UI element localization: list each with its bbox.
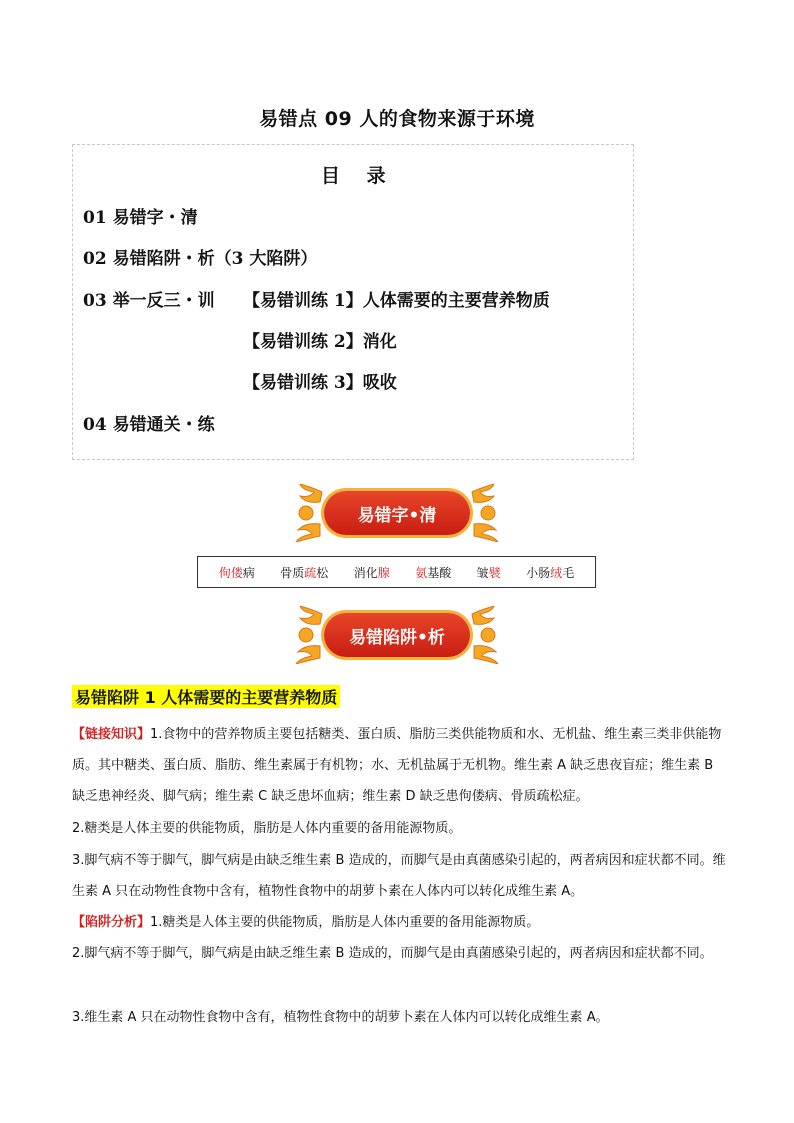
link-knowledge-point-3: 3.脚气病不等于脚气，脚气病是由缺乏维生素 B 造成的，而脚气是由真菌感染引起的，两者病因和症状都不同。维生素 A 只在动物性食物中含有，植物性食物中的胡萝卜素在人体内可以转化成维生素 A。 <box>72 853 726 899</box>
toc-item-4: 04 易错通关・练 <box>83 415 215 435</box>
toc-heading: 目 录 <box>321 165 396 187</box>
toc-training-3: 【易错训练 3】吸收 <box>243 373 397 393</box>
trap-analysis-point-3: 3.维生素 A 只在动物性食物中含有，植物性食物中的胡萝卜素在人体内可以转化成维生素 A。 <box>72 1010 609 1025</box>
link-tag: 【链接知识】 <box>72 727 151 742</box>
word-item: 消化腺 <box>353 565 390 580</box>
page-title: 易错点 09 人的食物来源于环境 <box>259 108 535 130</box>
trap-tag: 【陷阱分析】 <box>72 915 151 930</box>
toc-training-1: 【易错训练 1】人体需要的主要营养物质 <box>243 291 550 311</box>
trap-analysis-paragraph: 【陷阱分析】1.糖类是人体主要的供能物质，脂肪是人体内重要的备用能源物质。 <box>72 915 540 930</box>
toc-training-2: 【易错训练 2】消化 <box>243 332 397 352</box>
banner-label: 易错字•清 <box>324 491 470 535</box>
banner-label: 易错陷阱•析 <box>324 613 470 657</box>
word-item: 皱襞 <box>476 565 501 580</box>
toc-item-3: 03 举一反三・训 <box>83 291 215 311</box>
word-item: 骨质疏松 <box>280 565 329 580</box>
banner-wrong-words <box>290 484 504 542</box>
table-of-contents <box>72 144 634 460</box>
toc-item-1: 01 易错字・清 <box>83 208 198 228</box>
toc-item-2: 02 易错陷阱・析（3 大陷阱） <box>83 249 318 269</box>
word-item: 小肠绒毛 <box>526 565 575 580</box>
word-item: 佝偻病 <box>218 565 255 580</box>
banner-traps <box>290 606 504 664</box>
section-title: 易错陷阱 1 人体需要的主要营养物质 <box>72 685 340 708</box>
word-item: 氨基酸 <box>415 565 452 580</box>
trap-analysis-point-2: 2.脚气病不等于脚气，脚气病是由缺乏维生素 B 造成的，而脚气是由真菌感染引起的，两者病因和症状都不同。 <box>72 946 713 961</box>
link-knowledge-paragraph: 【链接知识】1.食物中的营养物质主要包括糖类、蛋白质、脂肪三类供能物质和水、无机盐、维生素三类非供能物质。其中糖类、蛋白质、脂肪、维生素属于有机物；水、无机盐属于无机物。维生素 A 缺乏患夜盲症；维生素 B 缺乏患神经炎、脚气病；维生素 C 缺乏患坏血病；维生素 D 缺乏患佝偻病、骨质疏松症。 <box>72 727 722 804</box>
link-knowledge-point-2: 2.糖类是人体主要的供能物质，脂肪是人体内重要的备用能源物质。 <box>72 821 462 836</box>
wrong-words-box <box>197 556 596 588</box>
